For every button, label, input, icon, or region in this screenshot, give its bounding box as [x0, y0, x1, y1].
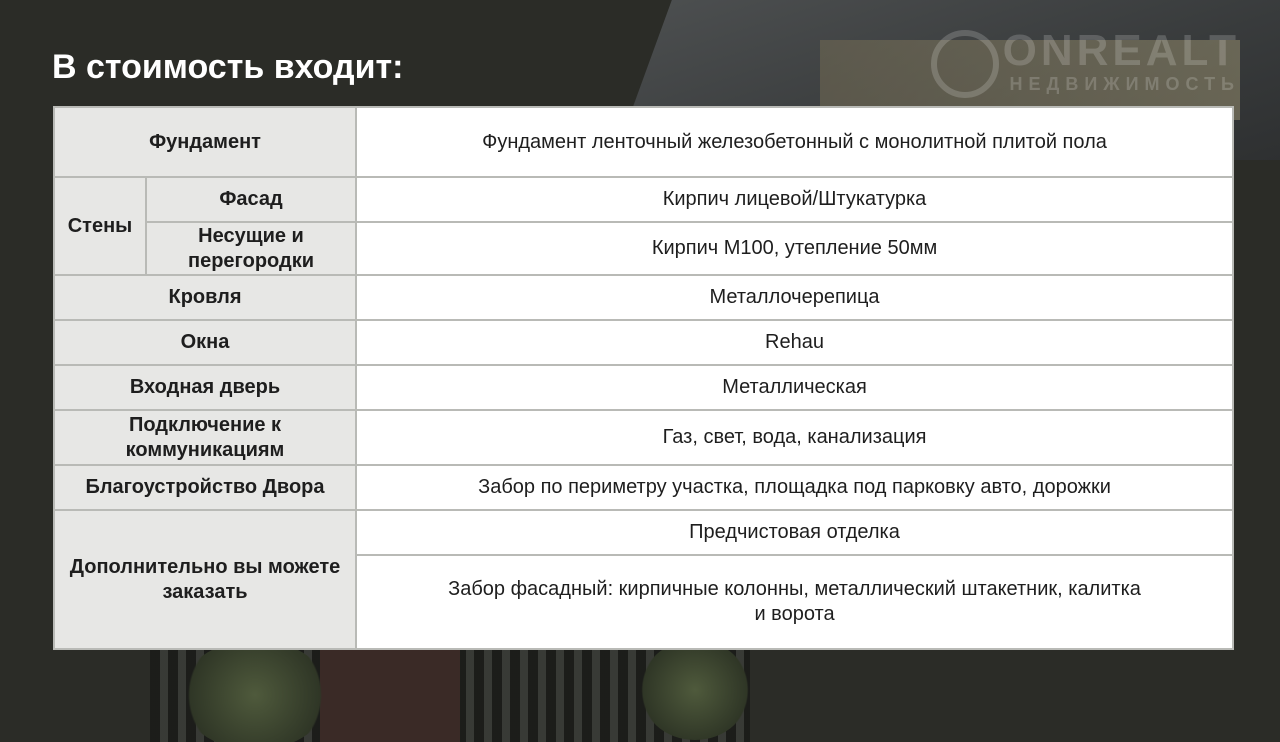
spec-table [53, 106, 1234, 650]
page-title: В стоимость входит: [52, 48, 404, 86]
row-value: Кирпич М100, утепление 50мм [356, 222, 1233, 275]
row-subkey: Несущие и перегородки [146, 222, 356, 275]
table-row-facade [54, 177, 1233, 222]
row-value: Кирпич лицевой/Штукатурка [356, 177, 1233, 222]
row-key: Фундамент [54, 107, 356, 177]
tree-shape [640, 640, 750, 740]
table-row-roof [54, 275, 1233, 320]
table-row-bearing [54, 222, 1233, 275]
table-row-foundation [54, 107, 1233, 177]
row-value: Фундамент ленточный железобетонный с монолитной плитой пола [356, 107, 1233, 177]
table-row-yard [54, 465, 1233, 510]
tree-shape [180, 640, 330, 742]
row-value: Забор фасадный: кирпичные колонны, металлический штакетник, калитка и ворота [356, 555, 1233, 649]
row-key: Благоустройство Двора [54, 465, 356, 510]
row-group-key-extra: Дополнительно вы можете заказать [54, 510, 356, 649]
row-value: Металлочерепица [356, 275, 1233, 320]
row-subkey: Фасад [146, 177, 356, 222]
brand-logo [1003, 28, 1240, 95]
table-row-extra-1 [54, 510, 1233, 555]
row-value: Газ, свет, вода, канализация [356, 410, 1233, 465]
logo-subtitle-text: НЕДВИЖИМОСТЬ [1009, 74, 1240, 94]
row-key: Входная дверь [54, 365, 356, 410]
brick-pillar-shape [320, 645, 460, 742]
table-row-windows [54, 320, 1233, 365]
location-pin-icon [931, 30, 999, 98]
row-key: Кровля [54, 275, 356, 320]
table-row-door [54, 365, 1233, 410]
row-group-key-walls: Стены [54, 177, 146, 275]
table-row-utilities [54, 410, 1233, 465]
row-key: Окна [54, 320, 356, 365]
row-value: Металлическая [356, 365, 1233, 410]
row-value: Забор по периметру участка, площадка под парковку авто, дорожки [356, 465, 1233, 510]
row-value: Предчистовая отделка [356, 510, 1233, 555]
logo-brand-text: ONREALT [1002, 26, 1240, 75]
row-key: Подключение к коммуникациям [54, 410, 356, 465]
row-value: Rehau [356, 320, 1233, 365]
